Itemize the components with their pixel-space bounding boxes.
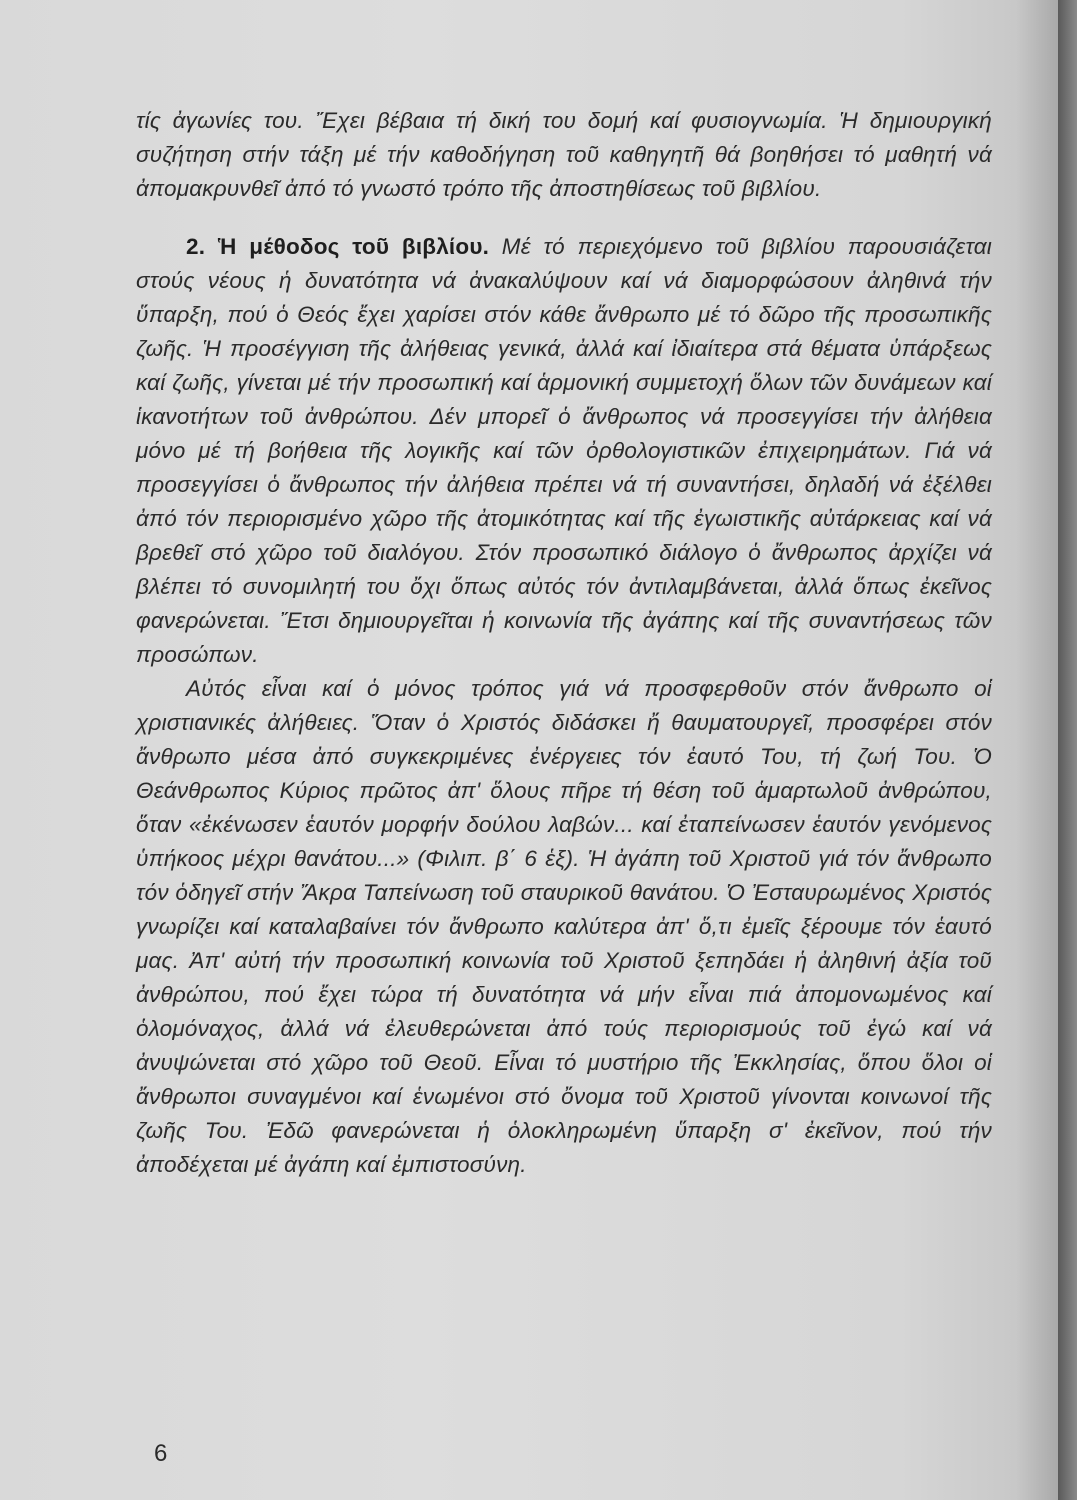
section-heading: 2. Ἡ μέθοδος τοῦ βιβλίου. xyxy=(186,234,490,259)
paragraph-method-text: Μέ τό περιεχόμενο τοῦ βιβλίου παρουσιάζεται στούς νέους ἡ δυνατότητα νά ἀνακαλύψουν καί νά διαμορφώσουν ἀληθινά τήν ὕπαρξη, πού ὁ Θεός ἔχει χαρίσει στόν κάθε ἄνθρωπο μέ τό δῶρο τῆς προσωπικῆς ζωῆς. Ἡ προσέγγιση τῆς ἀλήθειας γενικά, ἀλλά καί ἰδιαίτερα στά θέματα ὑπάρξεως καί ζωῆς, γίνεται μέ τήν προσωπική καί ἁρμονική συμμετοχή ὅλων τῶν δυνάμεων καί ἱκανοτήτων τοῦ ἀνθρώπου. Δέν μπορεῖ ὁ ἄνθρωπος νά προσεγγίσει τήν ἀλήθεια μόνο μέ τή βοήθεια τῆς λογικῆς καί τῶν ὀρθολογιστικῶν ἐπιχειρημάτων. Γιά νά προσεγγίσει ὁ ἄνθρωπος τήν ἀλήθεια πρέπει νά τή συναντήσει, δηλαδή νά ἐξέλθει ἀπό τόν περιορισμένο χῶρο τῆς ἀτομικότητας καί τῆς ἐγωιστικῆς αὐτάρκειας καί νά βρεθεῖ στό χῶρο τοῦ διαλόγου. Στόν προσωπικό διάλογο ὁ ἄνθρωπος ἀρχίζει νά βλέπει τό συνομιλητή του ὄχι ὅπως αὐτός τόν ἀντιλαμβάνεται, ἀλλά ὅπως ἐκεῖνος φανερώνεται. Ἔτσι δημιουργεῖται ἡ κοινωνία τῆς ἀγάπης καί τῆς συναντήσεως τῶν προσώπων. xyxy=(136,234,992,667)
page-edge-shadow xyxy=(1058,0,1077,1500)
body-text xyxy=(136,104,992,1182)
page-number: 6 xyxy=(154,1440,168,1467)
paragraph-christ: Αὐτός εἶναι καί ὁ μόνος τρόπος γιά νά προσφερθοῦν στόν ἄνθρωπο οἱ χριστιανικές ἀλήθειες. Ὅταν ὁ Χριστός διδάσκει ἤ θαυματουργεῖ, προσφέρει στόν ἄνθρωπο μέσα ἀπό συγκεκριμένες ἐνέργειες τόν ἑαυτό Του, τή ζωή Του. Ὁ Θεάνθρωπος Κύριος πρῶτος ἀπ' ὅλους πῆρε τή θέση τοῦ ἁμαρτωλοῦ ἀνθρώπου, ὅταν «ἐκένωσεν ἑαυτόν μορφήν δούλου λαβών... καί ἐταπείνωσεν ἑαυτόν γενόμενος ὑπήκοος μέχρι θανάτου...» (Φιλιπ. β΄ 6 ἑξ). Ἡ ἀγάπη τοῦ Χριστοῦ γιά τόν ἄνθρωπο τόν ὁδηγεῖ στήν Ἄκρα Ταπείνωση τοῦ σταυρικοῦ θανάτου. Ὁ Ἐσταυρωμένος Χριστός γνωρίζει καί καταλαβαίνει τόν ἄνθρωπο καλύτερα ἀπ' ὅ,τι ἐμεῖς ξέρουμε τόν ἑαυτό μας. Ἀπ' αὐτή τήν προσωπική κοινωνία τοῦ Χριστοῦ ξεπηδάει ἡ ἀληθινή ἀξία τοῦ ἀνθρώπου, πού ἔχει τώρα τή δυνατότητα νά μήν εἶναι πιά ἀπομονωμένος καί ὁλομόναχος, ἀλλά νά ἐλευθερώνεται ἀπό τούς περιορισμούς τοῦ ἐγώ καί νά ἀνυψώνεται στό χῶρο τοῦ Θεοῦ. Εἶναι τό μυστήριο τῆς Ἐκκλησίας, ὅπου ὅλοι οἱ ἄνθρωποι συναγμένοι καί ἑνωμένοι στό ὄνομα τοῦ Χριστοῦ γίνονται κοινωνοί τῆς ζωῆς Του. Ἐδῶ φανερώνεται ἡ ὁλοκληρωμένη ὕπαρξη σ' ἐκεῖνον, πού τήν ἀποδέχεται μέ ἀγάπη καί ἐμπιστοσύνη. xyxy=(136,676,992,1177)
paragraph-method xyxy=(136,230,992,672)
paragraph-gap xyxy=(136,206,992,230)
paragraph-intro: τίς ἀγωνίες του. Ἔχει βέβαια τή δική του δομή καί φυσιογνωμία. Ἡ δημιουργική συζήτηση στήν τάξη μέ τήν καθοδήγηση τοῦ καθηγητῆ θά βοηθήσει τό μαθητή νά ἀπομακρυνθεῖ ἀπό τό γνωστό τρόπο τῆς ἀποστηθίσεως τοῦ βιβλίου. xyxy=(136,108,992,201)
